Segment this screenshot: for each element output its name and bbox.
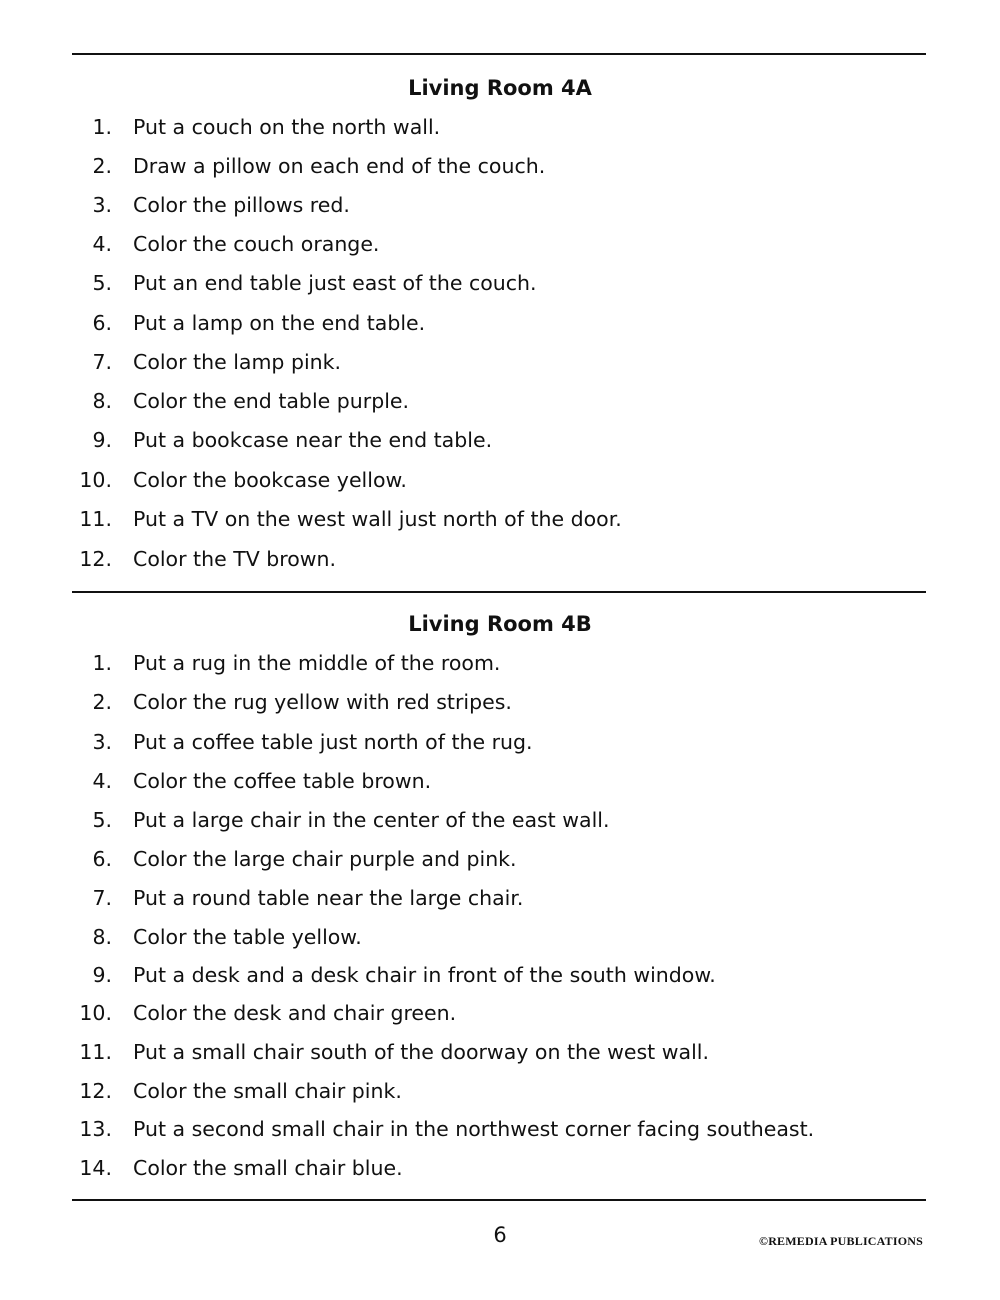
list-item (0, 727, 1000, 757)
list-item (0, 998, 1000, 1028)
list-item (0, 544, 1000, 574)
list-item (0, 504, 1000, 534)
item-text: Color the coffee table brown. (133, 769, 432, 793)
item-text: Color the desk and chair green. (133, 1001, 457, 1025)
bottom-divider (72, 1199, 926, 1201)
item-text: Put a lamp on the end table. (133, 311, 426, 335)
list-item (0, 347, 1000, 377)
item-number: 1. (92, 651, 112, 675)
item-text: Put a round table near the large chair. (133, 886, 524, 910)
item-text: Put a couch on the north wall. (133, 115, 441, 139)
item-number: 14. (79, 1156, 112, 1180)
item-number: 1. (92, 115, 112, 139)
section-title: Living Room 4B (408, 612, 592, 636)
list-item (0, 1114, 1000, 1144)
item-number: 6. (92, 311, 112, 335)
item-text: Put a bookcase near the end table. (133, 428, 493, 452)
section-divider (72, 591, 926, 593)
item-text: Color the lamp pink. (133, 350, 342, 374)
item-text: Put a coffee table just north of the rug. (133, 730, 533, 754)
item-number: 10. (79, 468, 112, 492)
item-text: Put a desk and a desk chair in front of the south window. (133, 963, 716, 987)
item-text: Put a small chair south of the doorway on the west wall. (133, 1040, 709, 1064)
list-item (0, 1076, 1000, 1106)
item-text: Color the small chair pink. (133, 1079, 402, 1103)
item-text: Color the pillows red. (133, 193, 350, 217)
item-number: 7. (92, 350, 112, 374)
item-text: Put a large chair in the center of the east wall. (133, 808, 610, 832)
item-text: Put a TV on the west wall just north of the door. (133, 507, 622, 531)
item-number: 8. (92, 389, 112, 413)
item-number: 11. (79, 507, 112, 531)
section-title: Living Room 4A (408, 76, 592, 100)
list-item (0, 844, 1000, 874)
item-text: Put a rug in the middle of the room. (133, 651, 501, 675)
list-item (0, 268, 1000, 298)
item-number: 3. (92, 193, 112, 217)
item-number: 5. (92, 271, 112, 295)
list-item (0, 960, 1000, 990)
item-number: 10. (79, 1001, 112, 1025)
item-number: 12. (79, 1079, 112, 1103)
item-number: 4. (92, 769, 112, 793)
list-item (0, 922, 1000, 952)
list-item (0, 229, 1000, 259)
top-divider (72, 53, 926, 55)
list-item (0, 1153, 1000, 1183)
list-item (0, 766, 1000, 796)
list-item (0, 151, 1000, 181)
item-number: 3. (92, 730, 112, 754)
item-text: Color the bookcase yellow. (133, 468, 407, 492)
item-number: 5. (92, 808, 112, 832)
item-text: Color the TV brown. (133, 547, 337, 571)
list-item (0, 308, 1000, 338)
item-number: 4. (92, 232, 112, 256)
item-number: 8. (92, 925, 112, 949)
item-text: Put a second small chair in the northwest corner facing southeast. (133, 1117, 815, 1141)
item-number: 13. (79, 1117, 112, 1141)
item-text: Put an end table just east of the couch. (133, 271, 537, 295)
item-text: Color the large chair purple and pink. (133, 847, 517, 871)
list-item (0, 1037, 1000, 1067)
item-text: Draw a pillow on each end of the couch. (133, 154, 546, 178)
publisher-credit: ©REMEDIA PUBLICATIONS (759, 1234, 923, 1248)
item-number: 11. (79, 1040, 112, 1064)
item-number: 7. (92, 886, 112, 910)
item-text: Color the end table purple. (133, 389, 410, 413)
item-text: Color the rug yellow with red stripes. (133, 690, 512, 714)
item-number: 2. (92, 154, 112, 178)
item-text: Color the small chair blue. (133, 1156, 403, 1180)
item-text: Color the table yellow. (133, 925, 362, 949)
page-number: 6 (493, 1223, 507, 1247)
list-item (0, 648, 1000, 678)
list-item (0, 425, 1000, 455)
item-number: 12. (79, 547, 112, 571)
list-item (0, 883, 1000, 913)
list-item (0, 465, 1000, 495)
item-number: 6. (92, 847, 112, 871)
item-number: 9. (92, 428, 112, 452)
list-item (0, 190, 1000, 220)
list-item (0, 805, 1000, 835)
item-number: 9. (92, 963, 112, 987)
list-item (0, 386, 1000, 416)
list-item (0, 687, 1000, 717)
list-item (0, 112, 1000, 142)
item-text: Color the couch orange. (133, 232, 380, 256)
item-number: 2. (92, 690, 112, 714)
